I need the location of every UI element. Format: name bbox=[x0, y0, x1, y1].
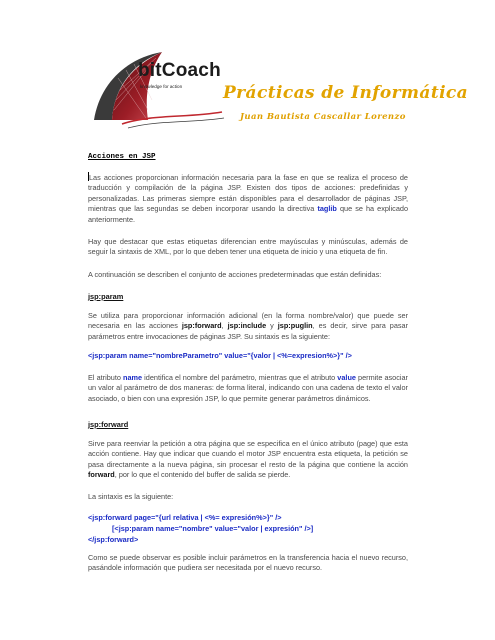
brand-tagline: knowledge for action bbox=[140, 84, 183, 89]
document-title: Prácticas de Informática bbox=[223, 83, 469, 103]
code-jsp-param: <jsp:param name="nombreParametro" value="{valor | <%=expresion%>}" /> bbox=[88, 351, 352, 360]
heading-jsp-param: jsp:param bbox=[88, 292, 124, 301]
paragraph-case: Hay que destacar que estas etiquetas diferencian entre mayúsculas y minúsculas, además de seguir la sintaxis de XML, por lo que deben tener una etiqueta de inicio y una etiqueta de fin. bbox=[88, 237, 408, 257]
paragraph-param-attrs: El atributo name identifica el nombre del parámetro, mientras que el atributo value permite asociar un valor al parámetro de dos maneras: de forma literal, indicando con una cadena de texto el valor asociado, o bien con una expresión JSP, lo que permite generar parámetros dinámicos. bbox=[88, 373, 408, 403]
paragraph-intro: Las acciones proporcionan información necesaria para la fase en que se realiza el proceso de traducción y compilación de la página JSP. Existen dos tipos de acciones: predefinidas y personalizadas. Las primeras siempre están disponibles para el desarrollador de páginas JSP, mientras que las segundas se deben incorporar usando la directiva taglib que se ha explicado anteriormente. bbox=[88, 173, 408, 224]
code-forward-line1: <jsp:forward page="{url relativa | <%= expresión%>}" /> bbox=[88, 513, 282, 522]
code-forward-line3: </jsp:forward> bbox=[88, 535, 139, 544]
brand-name: bitCoach bbox=[138, 60, 221, 81]
paragraph-list-intro: A continuación se describen el conjunto de acciones predeterminadas que están definidas: bbox=[88, 270, 382, 279]
paragraph-forward-closing: Como se puede observar es posible incluir parámetros en la transferencia hacia el nuevo recurso, pasándole información que pudiera ser necesitada por el nuevo recurso. bbox=[88, 553, 408, 573]
paragraph-forward-syntax-intro: La sintaxis es la siguiente: bbox=[88, 492, 174, 501]
section-title: Acciones en JSP bbox=[88, 153, 156, 161]
code-forward-line2: [<jsp:param name="nombre" value="valor | expresión" />] bbox=[112, 524, 314, 533]
heading-jsp-forward: jsp:forward bbox=[88, 420, 129, 429]
paragraph-param-desc: Se utiliza para proporcionar información adicional (en la forma nombre/valor) que puede ser necesaria en las acciones jsp:forward, jsp:include y jsp:puglin, es decir, sirve para pasar parámetros entre invocaciones de páginas JSP. Su sintaxis es la siguiente: bbox=[88, 311, 409, 341]
taglib-keyword: taglib bbox=[317, 204, 337, 214]
document-author: Juan Bautista Cascallar Lorenzo bbox=[240, 112, 406, 122]
paragraph-forward-desc: Sirve para reenviar la petición a otra página que se especifica en el único atributo (page) que esta acción contiene. Hay que indicar que cuando el motor JSP encuentra esta etiqueta, la petición se pasa directamente a la nueva página, sin procesar el resto de la página que contiene la acción forward, por lo que el contenido del buffer de salida se pierde. bbox=[88, 439, 408, 480]
